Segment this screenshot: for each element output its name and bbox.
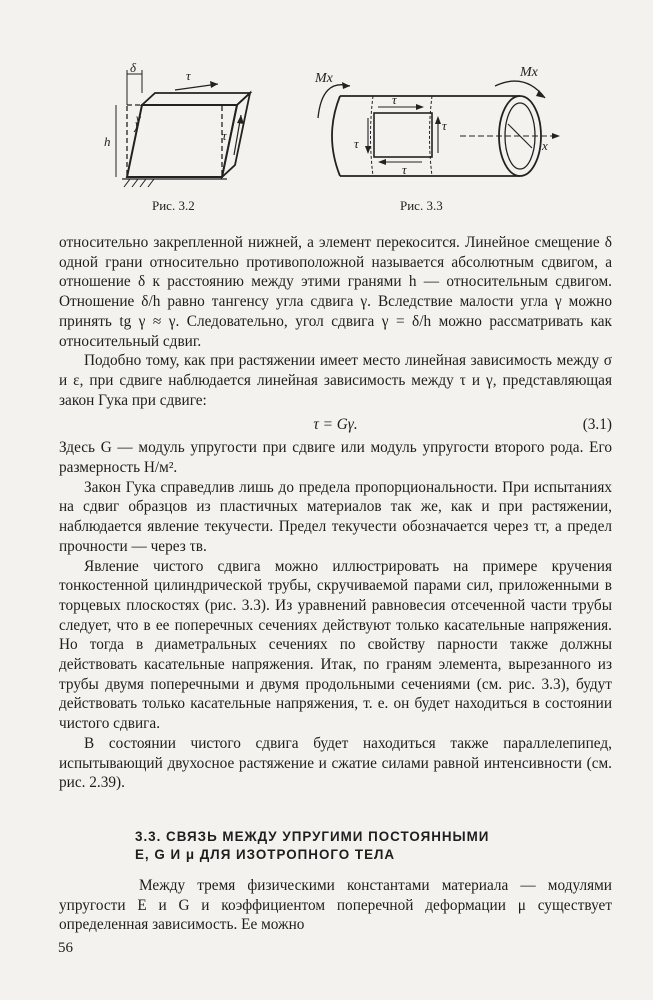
figure-3-3-caption: Рис. 3.3 <box>400 198 443 213</box>
formula-expression: τ = Gγ. <box>313 416 358 434</box>
tau-label-3: τ <box>442 118 447 133</box>
paragraph-3: Здесь G — модуль упругости при сдвиге или модуль упругости второго рода. Его размерность Н/м². <box>59 439 612 477</box>
body-text-lower <box>59 876 612 935</box>
figure-3-3 <box>310 58 570 193</box>
body-text-upper <box>59 233 612 793</box>
formula-3-1 <box>59 414 612 436</box>
paragraph-5: Явление чистого сдвига можно иллюстрировать на примере кручения тонкостенной цилиндрической трубы, скручиваемой парами сил, приложенными в торцевых плоскостях (рис. 3.3). Из уравнений равновесия отсеченной части трубы следует, что в ее поперечных сечениях действуют только касательные напряжения. Но тогда в диаметральных сечениях по свойству парности также должны действовать касательные напряжения. Итак, по граням элемента, вырезанного из трубы двумя поперечными и двумя продольными сечениями (см. рис. 3.3), будут действовать только касательные напряжения, т. е. он будет находиться в состоянии чистого сдвига. <box>59 557 612 733</box>
paragraph-6: В состоянии чистого сдвига будет находиться также параллелепипед, испытывающий двухосное растяжение и сжатие силами равной интенсивности (см. рис. 2.39). <box>59 734 612 792</box>
formula-number: (3.1) <box>582 416 612 434</box>
heading-line-1: 3.3. СВЯЗЬ МЕЖДУ УПРУГИМИ ПОСТОЯННЫМИ <box>135 829 490 844</box>
page-number: 56 <box>58 940 73 956</box>
x-axis-label: x <box>542 138 548 153</box>
paragraph-4: Закон Гука справедлив лишь до предела пропорциональности. При испытаниях на сдвиг образцов из пластичных материалов так же, как и при растяжении, наблюдается явление текучести. Предел текучести обозначается через τт, а предел прочности — через τв. <box>59 478 612 555</box>
heading-line-2: E, G И μ ДЛЯ ИЗОТРОПНОГО ТЕЛА <box>135 847 396 862</box>
tau-label-4: τ <box>402 162 407 177</box>
section-heading <box>135 828 575 864</box>
h-label: h <box>104 134 111 149</box>
delta-label: δ <box>130 60 137 75</box>
mx-right-label: Mx <box>520 65 538 80</box>
tau-label-top: τ <box>186 68 191 83</box>
tau-label-1: τ <box>392 92 397 107</box>
paragraph-1: относительно закрепленной нижней, а элемент перекосится. Линейное смещение δ одной грани относительно противоположной называется абсолютным сдвигом, а отношение δ к расстоянию между этими гранями h — относительным сдвигом. Отношение δ/h равно тангенсу угла сдвига γ. Вследствие малости угла γ можно принять tg γ ≈ γ. Следовательно, угол сдвига γ = δ/h можно рассматривать как относительный сдвиг. <box>59 234 612 350</box>
tau-label-2: τ <box>354 136 359 151</box>
figure-3-2 <box>100 60 260 195</box>
tau-label-side: τ <box>222 128 227 143</box>
paragraph-2: Подобно тому, как при растяжении имеет место линейная зависимость между σ и ε, при сдвиге наблюдается линейная зависимость между τ и γ, представляющая закон Гука при сдвиге: <box>59 352 612 409</box>
mx-left-label: Mx <box>315 71 333 86</box>
paragraph-7: Между тремя физическими константами материала — модулями упругости E и G и коэффициентом поперечной деформации μ существует определенная зависимость. Ее можно <box>59 877 612 934</box>
gamma-label: γ <box>136 111 141 125</box>
figure-3-2-caption: Рис. 3.2 <box>152 198 195 213</box>
